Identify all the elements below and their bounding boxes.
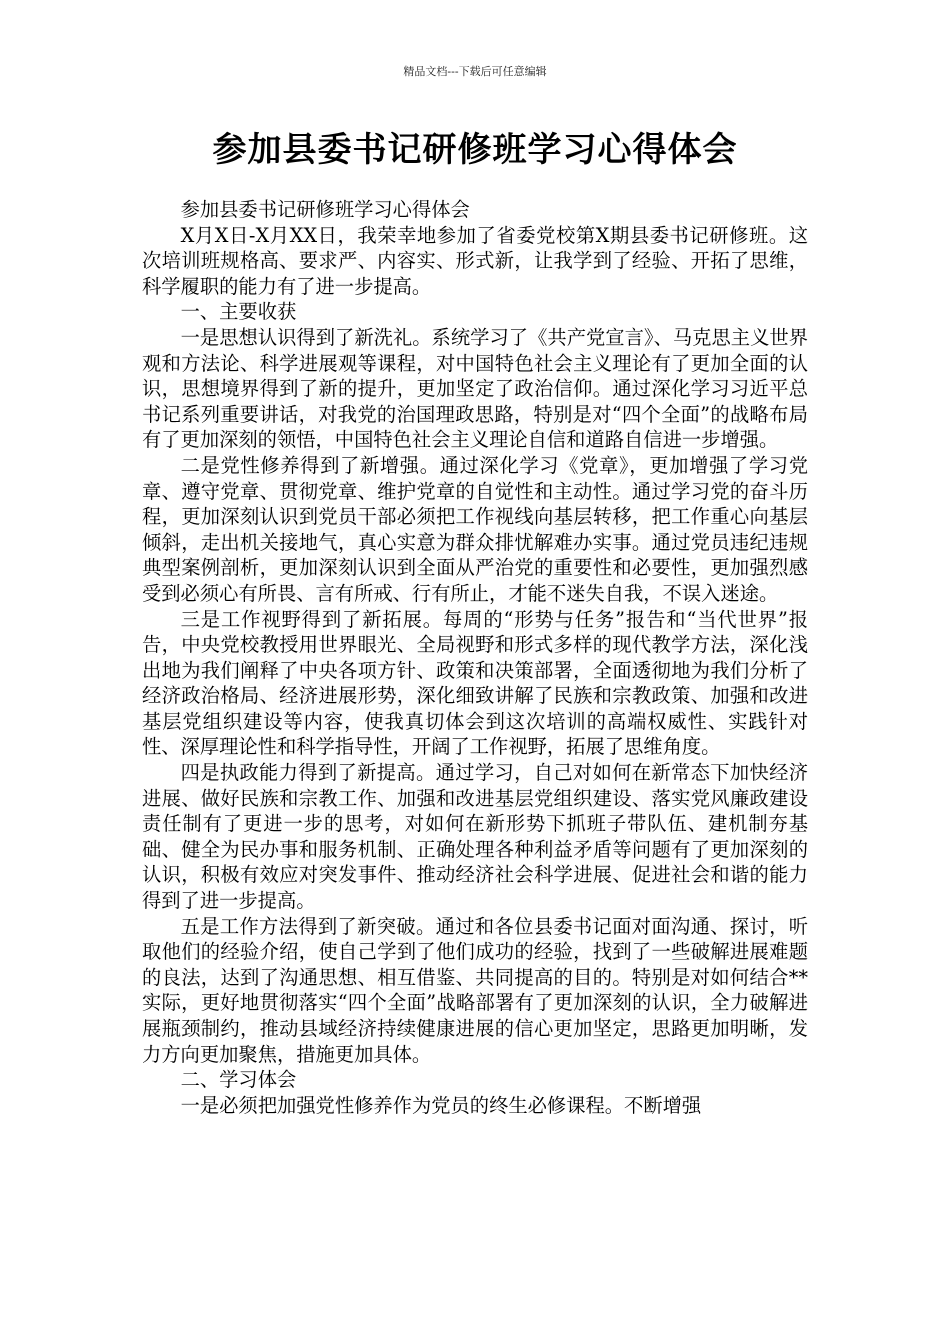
section-heading-main-gains: 一、主要收获	[180, 300, 297, 324]
header-note: 精品文档---下载后可任意编辑	[403, 65, 547, 78]
paragraph-insight-1: 一是必须把加强党性修养作为党员的终生必修课程。不断增强	[180, 1093, 702, 1117]
paragraph-gain-5: 五是工作方法得到了新突破。通过和各位县委书记面对面沟通、探讨，听取他们的经验介绍，使自己学到了他们成功的经验，找到了一些破解进展难题的良法，达到了沟通思想、相互借鉴、共同提高的目的。特别是对如何结合**实际，更好地贯彻落实“四个全面”战略部署有了更加深刻的认识，全力破解进展瓶颈制约，推动县域经济持续健康进展的信心更加坚定，思路更加明晰，发力方向更加聚焦，措施更加具体。	[142, 914, 808, 1066]
paragraph-gain-1: 一是思想认识得到了新洗礼。系统学习了《共产党宣言》、马克思主义世界观和方法论、科学进展观等课程，对中国特色社会主义理论有了更加全面的认识，思想境界得到了新的提升，更加坚定了政治信仰。通过深化学习习近平总书记系列重要讲话，对我党的治国理政思路，特别是对“四个全面”的战略布局有了更加深刻的领悟，中国特色社会主义理论自信和道路自信进一步增强。	[142, 325, 808, 452]
document-body	[142, 197, 808, 1118]
section-heading-learning-insights: 二、学习体会	[180, 1068, 297, 1092]
paragraph-intro: X月X日-X月XX日，我荣幸地参加了省委党校第X期县委书记研修班。这次培训班规格高、要求严、内容实、形式新，让我学到了经验、开拓了思维，科学履职的能力有了进一步提高。	[142, 223, 808, 298]
document-title: 参加县委书记研修班学习心得体会	[212, 130, 738, 170]
paragraph-gain-2: 二是党性修养得到了新增强。通过深化学习《党章》，更加增强了学习党章、遵守党章、贯彻党章、维护党章的自觉性和主动性。通过学习党的奋斗历程，更加深刻认识到党员干部必须把工作视线向基层转移，把工作重心向基层倾斜，走出机关接地气，真心实意为群众排忧解难办实事。通过党员违纪违规典型案例剖析，更加深刻认识到全面从严治党的重要性和必要性，更加强烈感受到必须心有所畏、言有所戒、行有所止，才能不迷失自我，不误入迷途。	[142, 453, 808, 605]
paragraph-gain-4: 四是执政能力得到了新提高。通过学习，自己对如何在新常态下加快经济进展、做好民族和宗教工作、加强和改进基层党组织建设、落实党风廉政建设责任制有了更进一步的思考，对如何在新形势下抓班子带队伍、建机制夯基础、健全为民办事和服务机制、正确处理各种利益矛盾等问题有了更加深刻的认识，积极有效应对突发事件、推动经济社会科学进展、促进社会和谐的能力得到了进一步提高。	[142, 761, 808, 913]
paragraph-subtitle: 参加县委书记研修班学习心得体会	[180, 198, 470, 221]
paragraph-gain-3: 三是工作视野得到了新拓展。每周的“形势与任务”报告和“当代世界”报告，中央党校教授用世界眼光、全局视野和形式多样的现代教学方法，深化浅出地为我们阐释了中央各项方针、政策和决策部署，全面透彻地为我们分析了经济政治格局、经济进展形势，深化细致讲解了民族和宗教政策、加强和改进基层党组织建设等内容，使我真切体会到这次培训的高端权威性、实践针对性、深厚理论性和科学指导性，开阔了工作视野，拓展了思维角度。	[142, 607, 808, 759]
